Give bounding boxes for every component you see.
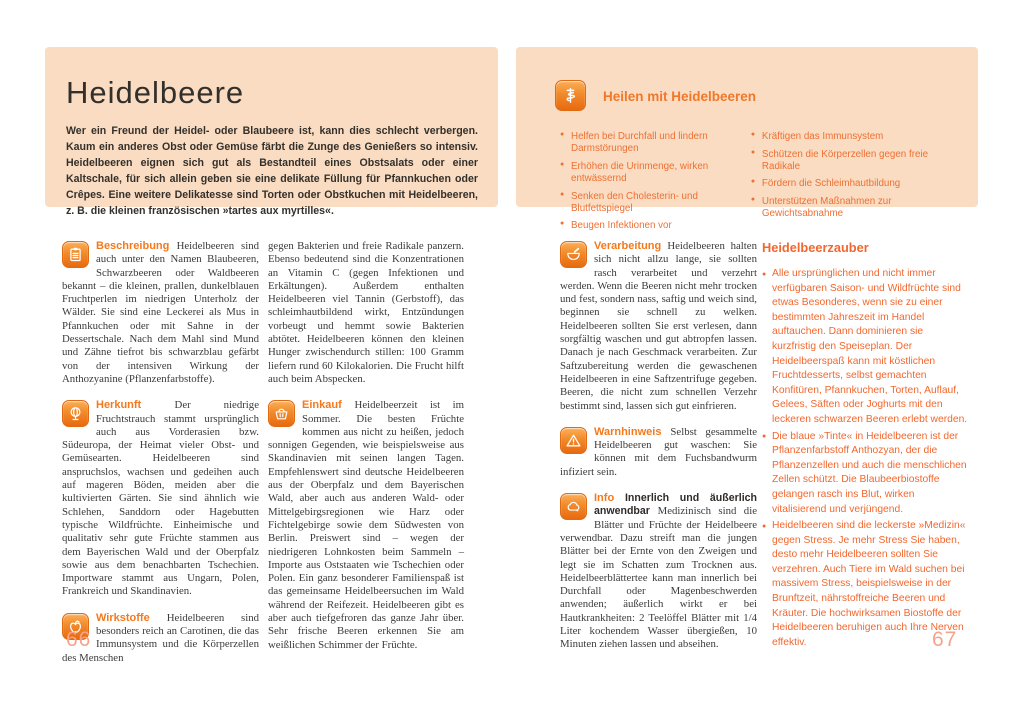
section-label: Verarbeitung [594,240,668,252]
warning-triangle-icon [560,427,587,454]
heal-benefit: ● Schützen die Körperzellen gegen freie Radikale [751,149,956,173]
sidebar-item: ● Die blaue »Tinte« in Heidelbeeren ist der Pflanzenfarbstoff Anthozyan, der die Pflanzenzellen und auch die menschlichen Zellen schützt. Die Blaubeerbiostoffe gelangen rasch ins Blut, wirken vitalisierend und verjüngend. [762,430,970,518]
wirkstoffe-continuation [268,240,464,386]
heal-benefit: ● Senken den Cholesterin- und Blutfettspiegel [560,191,747,215]
section-label: Beschreibung [96,240,177,252]
right-header-box [516,47,978,232]
heal-benefit: ● Beugen Infektionen vor [560,220,747,232]
heal-list-left [560,131,747,238]
cloud-icon [560,493,587,520]
section-label: Herkunft [96,399,175,412]
section-text: Der niedrige Fruchtstrauch stammt ursprünglich auch aus Vorderasien bzw. Südeuropa, der Heimat vieler Obst- und Gemüsearten. Heidelbeeren sind anspruchslos, wachsen und gedeihen auch auf mageren Böden, meiden aber die kultivierten Gärten. Sie sind ähnlich wie Schlehen, Sanddorn oder Hagebutten typische Wildfrüchte. Einheimische und qualitativ sehr gute Früchte stammen aus dem Bayerischen Wald und der Oberpfalz sowie aus dem benachbarten Tschechien. Importware stammt aus Ungarn, Polen, Frankreich und Skandinavien. [62,399,260,598]
section-text: Heidelbeeren sind auch unter den Namen Blaubeeren, Schwarzbeeren oder Waldbeeren bekannt – die kleinen, prallen, dunkelblauen Fruchtperlen im niedrigen Unterholz der Wälder. Sie sind eine Leckerei als Mus in Pfannkuchen oder mit Sahne in der Dessertschale. Nach dem Mahl sind Mund und Zähne tiefrot bis schwarzblau gefärbt von der intensiven Wirkung der Anthozyanine (Pflanzenfarbstoffe). [62,240,259,385]
sidebar-list [762,267,970,650]
section-sublabel: Innerlich und äußerlich anwendbar [594,492,758,518]
section-beschreibung [62,240,259,386]
page-title: Heidelbeere [66,75,245,110]
section-wirkstoffe [62,612,259,665]
section-text: Heidelbeeren halten sich nicht allzu lange, sie sollten rasch verarbeitet und verzehrt werden. Wenn die Beeren nicht mehr trocken und fest, sondern nass, saftig und weich sind, beginnen sie schnell zu welken. Heidelbeeren sollten Sie erst verlesen, dann sorgfältig waschen und gut abtropfen lassen. Danach je nach Geschmack verarbeiten. Zur Saftzubereitung werden die gewaschenen Heidelbeeren in eine Saftzentrifuge gegeben. Beeren, die nicht zum schnellen Verzehr bestimmt sind, lassen sich gut einfrieren. [560,240,757,412]
section-label: Warnhinweis [594,425,671,438]
heal-benefit: ● Kräftigen das Immunsystem [751,131,956,143]
section-text: gegen Bakterien und freie Radikale panzern. Ebenso bedeutend sind die Konzentrationen an Vitamin C (gegen Infektionen und Erkältungen). Außerdem enthalten Heidelbeeren viel Tannin (Gerbstoff), das schleimhautbildend wirkt, Entzündungen vorbeugt und hemmt sowie Bakterien abtötet. Heidelbeeren können den kleinen Hunger zwischendurch stillen: 100 Gramm liefern rund 60 Kilokalorien. Die Frucht hilft auch beim Abspecken. [268,240,464,385]
section-herkunft [62,399,259,598]
left-page-column-2 [268,240,464,652]
aesculapius-staff-icon [555,80,586,111]
heal-list-right [751,131,956,238]
left-page-column-1 [62,240,259,665]
heal-benefit: ● Helfen bei Durchfall und lindern Darmstörungen [560,131,747,155]
left-header-box [45,47,498,218]
heal-benefit: ● Erhöhen die Urinmenge, wirken entwässernd [560,161,747,185]
clipboard-icon [62,241,89,268]
section-label: Einkauf [302,399,355,412]
heal-header [555,79,756,113]
heal-benefit: ● Fördern die Schleimhautbildung [751,178,956,190]
section-label: Info [594,492,625,505]
globe-icon [62,400,89,427]
section-warnhinweis [560,426,757,479]
sidebar-heidelbeerzauber [762,240,970,652]
sidebar-item: ● Alle ursprünglichen und nicht immer verfügbaren Saison- und Wildfrüchte sind etwas Besonderes, wenn sie zu einer bestimmten Jahreszeit im Handel auftauchen. Dann dominieren sie kurzfristig den Speiseplan. Der Heidelbeerspaß kann mit köstlichen Fruchtdesserts, selbst gemachten Konfitüren, Pfannkuchen, Torten, Auflauf, Gelees, Säften oder Joghurts mit den leckeren schwarzen Beeren erlebt werden. [762,267,970,428]
page-number-left: 66 [66,628,92,651]
section-einkauf [268,399,464,652]
heal-benefit-lists [560,131,956,238]
section-text: Selbst gesammelte Heidelbeeren gut waschen: Sie können mit dem Fuchsbandwurm infiziert sein. [560,425,757,478]
section-info [560,492,757,652]
basket-icon [268,400,295,427]
sidebar-title: Heidelbeerzauber [762,240,869,255]
section-verarbeitung [560,240,757,413]
right-page-column [560,240,757,652]
heal-benefit: ● Unterstützen Maßnahmen zur Gewichtsabnahme [751,196,956,220]
sidebar-item: ● Heidelbeeren sind die leckerste »Medizin« gegen Stress. Je mehr Stress Sie haben, desto mehr Heidelbeeren sollten Sie verzehren. Auch Tiere im Wald suchen bei massivem Stress, beispielsweise in der Brunftzeit, nährstoffreiche Beeren und Kräuter. Die hochwirksamen Biostoffe der Heidelbeeren beruhigen auch Ihre Nerven effektiv. [762,519,970,650]
heal-title: Heilen mit Heidelbeeren [603,88,757,104]
mortar-pestle-icon [560,241,587,268]
section-text: Heidelbeerzeit ist im Sommer. Die besten Früchte kommen aus nicht zu heißen, jedoch sonnigen Gegenden, wie beispielsweise aus Skandinavien mit seinen langen Tagen. Empfehlenswert sind deutsche Heidelbeeren aus der Oberpfalz und dem Bayerischen Wald, aber auch aus anderen Wald- oder Mittelgebirgsregionen wie Harz oder Fichtelgebirge sowie dem Südwesten von Berlin. Preiswert sind – wegen der niedrigeren Lohnkosten beim Sammeln – Importe aus Oststaaten wie Tschechien oder Polen. Ein ganz besonderer Familienspaß ist das gemeinsame Heidelbeersuchen im Wald während der Reifezeit. Heidelbeeren gibt es aber auch tiefgefroren das ganze Jahr über. Sehr frische Beeren erkennen Sie am weißlichen Schimmer der Früchte. [268,399,464,651]
section-text: Heidelbeeren sind besonders reich an Carotinen, die das Immunsystem und die Körperzellen des Menschen [62,611,259,664]
section-label: Wirkstoffe [96,611,167,624]
intro-paragraph: Wer ein Freund der Heidel- oder Blaubeere ist, kann dies schlecht verbergen. Kaum ein anderes Obst oder Gemüse färbt die Zunge des Genießers so intensiv. Heidelbeeren eignen sich gut als Bestandteil eines Obstsalats oder einer Kaltschale, für sich allein geben sie eine delikate Füllung für Pfannkuchen oder Crêpes. Eine weitere Delikatesse sind Torten oder Obstkuchen mit Heidelbeeren, z. B. die kleinen französischen »tartes aux myrtilles«. [66,125,478,218]
page-number-right: 67 [932,628,958,651]
section-text: Medizinisch sind die Blätter und Früchte der Heidelbeere verwendbar. Dazu streift man die jungen Blätter bei der Ernte von den Zweigen und legt sie im Schatten zum Trocknen aus. Heidelbeerblättertee kann man innerlich bei Durchfall oder Magenbeschwerden anwenden; äußerlich wirkt er bei Hautkrankheiten: 2 Teelöffel Blätter mit 1/4 Liter kochendem Wasser übergießen, 10 Minuten ziehen lassen und abseihen. [560,505,757,651]
